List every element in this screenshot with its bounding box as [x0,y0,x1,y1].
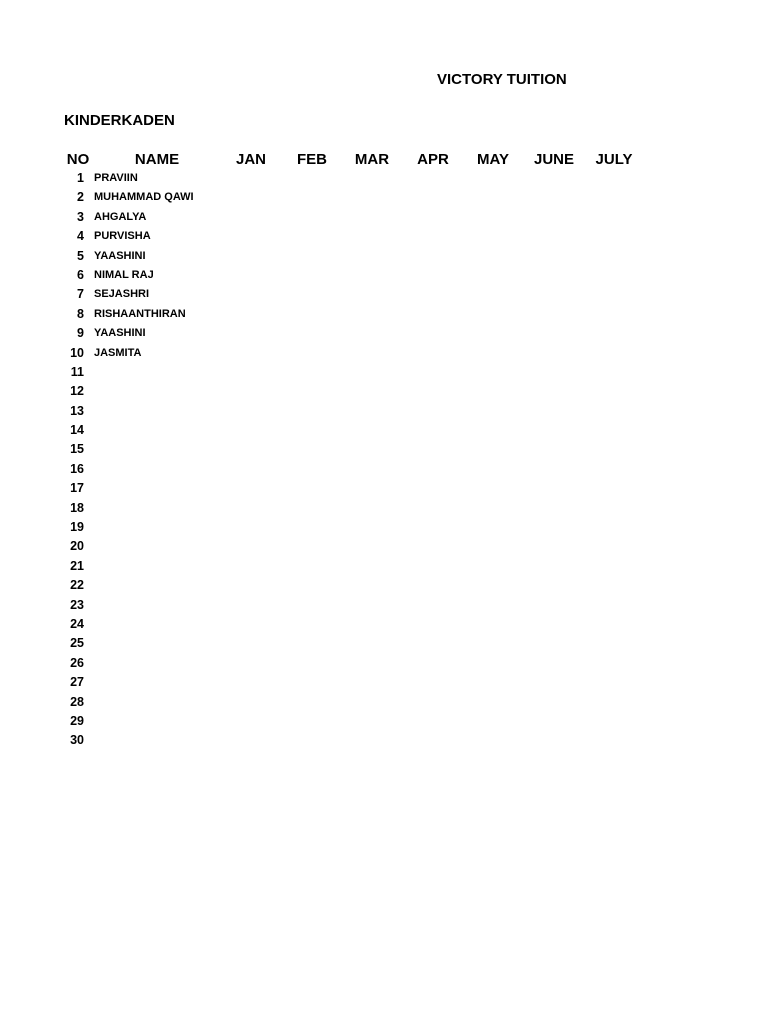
table-row [0,228,768,247]
row-number: 8 [77,306,84,321]
table-row [0,674,768,693]
student-name: MUHAMMAD QAWI [94,191,194,204]
row-number: 7 [77,287,84,302]
student-name: NIMAL RAJ [94,268,154,281]
header-apr: APR [417,151,449,168]
student-name: AHGALYA [94,210,147,223]
table-row [0,403,768,422]
row-number: 6 [77,267,84,282]
row-number: 27 [70,675,84,690]
row-number: 19 [70,520,84,535]
row-number: 26 [70,655,84,670]
row-number: 14 [70,423,84,438]
table-row [0,538,768,557]
student-name: YAASHINI [94,327,146,340]
row-number: 25 [70,636,84,651]
table-row [0,597,768,616]
header-mar: MAR [354,151,390,168]
table-row [0,713,768,732]
table-row [0,267,768,286]
table-header-row [0,151,768,169]
table-row [0,461,768,480]
header-no: NO [66,151,90,168]
table-row [0,306,768,325]
table-row [0,732,768,751]
row-number: 17 [70,481,84,496]
table-row [0,480,768,499]
table-row [0,325,768,344]
row-number: 23 [70,597,84,612]
student-name: JASMITA [94,346,142,359]
table-row [0,286,768,305]
header-jan: JAN [235,151,267,168]
header-name: NAME [134,151,180,168]
table-row [0,170,768,189]
row-number: 22 [70,578,84,593]
row-number: 11 [70,364,84,379]
row-number: 15 [70,442,84,457]
row-number: 29 [70,713,84,728]
row-number: 2 [77,190,84,205]
row-number: 4 [77,229,84,244]
table-row [0,655,768,674]
header-july: JULY [595,151,633,168]
row-number: 21 [70,558,84,573]
table-row [0,519,768,538]
row-number: 20 [70,539,84,554]
row-number: 9 [77,326,84,341]
student-name: PURVISHA [94,230,151,243]
table-row [0,441,768,460]
row-number: 1 [77,171,84,185]
student-name: YAASHINI [94,249,146,262]
table-row [0,209,768,228]
row-number: 10 [70,345,84,360]
table-row [0,577,768,596]
table-row [0,616,768,635]
student-table-body [0,170,768,752]
row-number: 5 [77,248,84,263]
row-number: 24 [70,616,84,631]
table-row [0,635,768,654]
row-number: 12 [70,384,84,399]
row-number: 18 [70,500,84,515]
header-may: MAY [477,151,509,168]
header-feb: FEB [297,151,327,168]
row-number: 3 [77,209,84,224]
student-name: RISHAANTHIRAN [94,307,186,320]
row-number: 28 [70,694,84,709]
header-june: JUNE [533,151,575,168]
table-row [0,694,768,713]
row-number: 16 [70,461,84,476]
table-row [0,383,768,402]
table-row [0,558,768,577]
table-row [0,248,768,267]
row-number: 30 [70,733,84,748]
table-row [0,422,768,441]
row-number: 13 [70,403,84,418]
document-title: VICTORY TUITION [437,71,567,88]
table-row [0,364,768,383]
student-name: PRAVIIN [94,172,138,184]
table-row [0,345,768,364]
class-name-heading: KINDERKADEN [64,112,175,129]
student-name: SEJASHRI [94,288,150,301]
table-row [0,500,768,519]
table-row [0,189,768,208]
